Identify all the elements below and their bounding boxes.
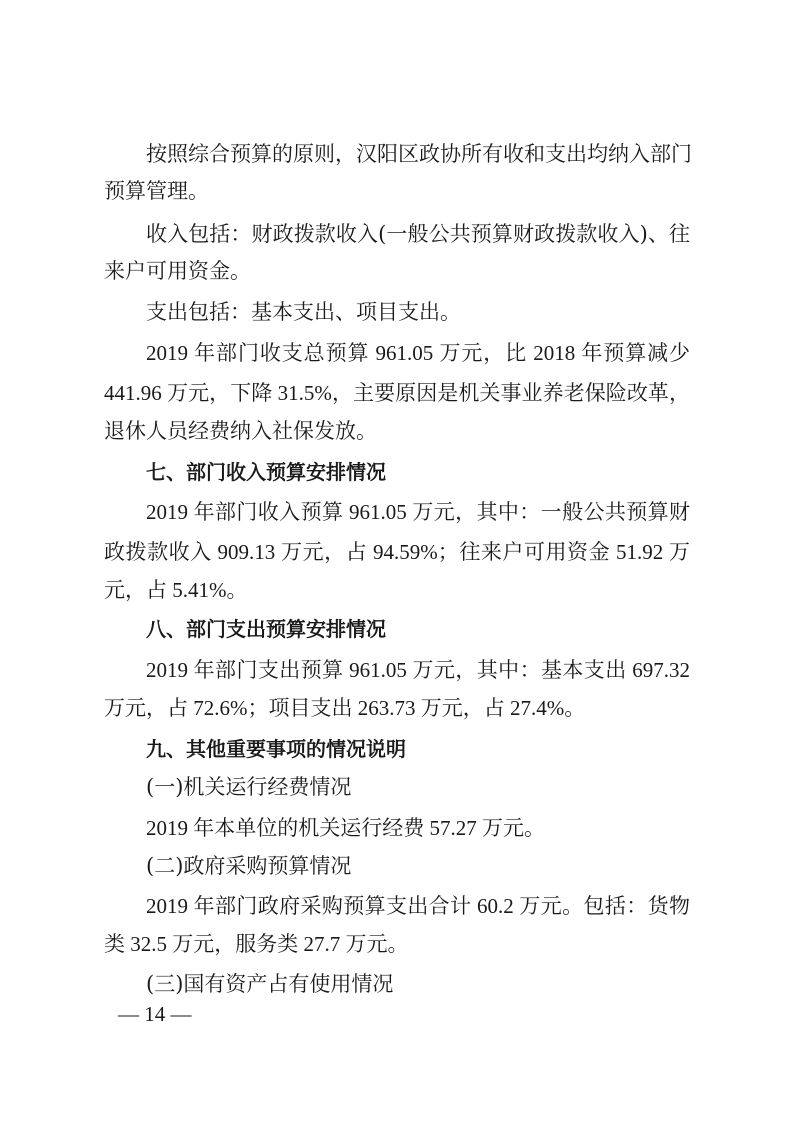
paragraph-procurement-line-2: 类 32.5 万元，服务类 27.7 万元。: [104, 932, 409, 956]
paragraph-operating-expenses: 2019 年本单位的机关运行经费 57.27 万元。: [146, 816, 545, 840]
section-heading-income: 七、部门收入预算安排情况: [146, 460, 386, 484]
paragraph-income-line-2: 来户可用资金。: [104, 259, 251, 283]
paragraph-total-budget-line-3: 退休人员经费纳入社保发放。: [104, 419, 377, 443]
paragraph-total-budget-line-1: 2019 年部门收支总预算 961.05 万元，比 2018 年预算减少: [146, 341, 690, 365]
paragraph-budget-principle-line-1: 按照综合预算的原则，汉阳区政协所有收和支出均纳入部门: [146, 142, 692, 166]
paragraph-expenditure-budget-line-1: 2019 年部门支出预算 961.05 万元，其中：基本支出 697.32: [146, 658, 690, 682]
paragraph-income-budget-line-2: 政拨款收入 909.13 万元，占 94.59%；往来户可用资金 51.92 万: [104, 540, 690, 564]
subheading-government-procurement: (二)政府采购预算情况: [146, 854, 352, 878]
page-number: — 14 —: [118, 1002, 192, 1026]
paragraph-income-budget-line-3: 元，占 5.41%。: [104, 578, 248, 602]
paragraph-expenditure-budget-line-2: 万元，占 72.6%；项目支出 263.73 万元，占 27.4%。: [104, 696, 586, 720]
section-heading-expenditure: 八、部门支出预算安排情况: [146, 617, 386, 641]
section-heading-other-matters: 九、其他重要事项的情况说明: [146, 737, 406, 761]
paragraph-income-budget-line-1: 2019 年部门收入预算 961.05 万元，其中：一般公共预算财: [146, 500, 690, 524]
paragraph-expenditure: 支出包括：基本支出、项目支出。: [146, 300, 461, 324]
subheading-state-assets: (三)国有资产占有使用情况: [146, 972, 394, 996]
paragraph-budget-principle-line-2: 预算管理。: [104, 179, 209, 203]
paragraph-procurement-line-1: 2019 年部门政府采购预算支出合计 60.2 万元。包括：货物: [146, 894, 690, 918]
paragraph-total-budget-line-2: 441.96 万元，下降 31.5%，主要原因是机关事业养老保险改革，: [104, 381, 690, 405]
paragraph-income-line-1: 收入包括：财政拨款收入(一般公共预算财政拨款收入)、往: [146, 222, 690, 246]
subheading-operating-expenses: (一)机关运行经费情况: [146, 775, 352, 799]
